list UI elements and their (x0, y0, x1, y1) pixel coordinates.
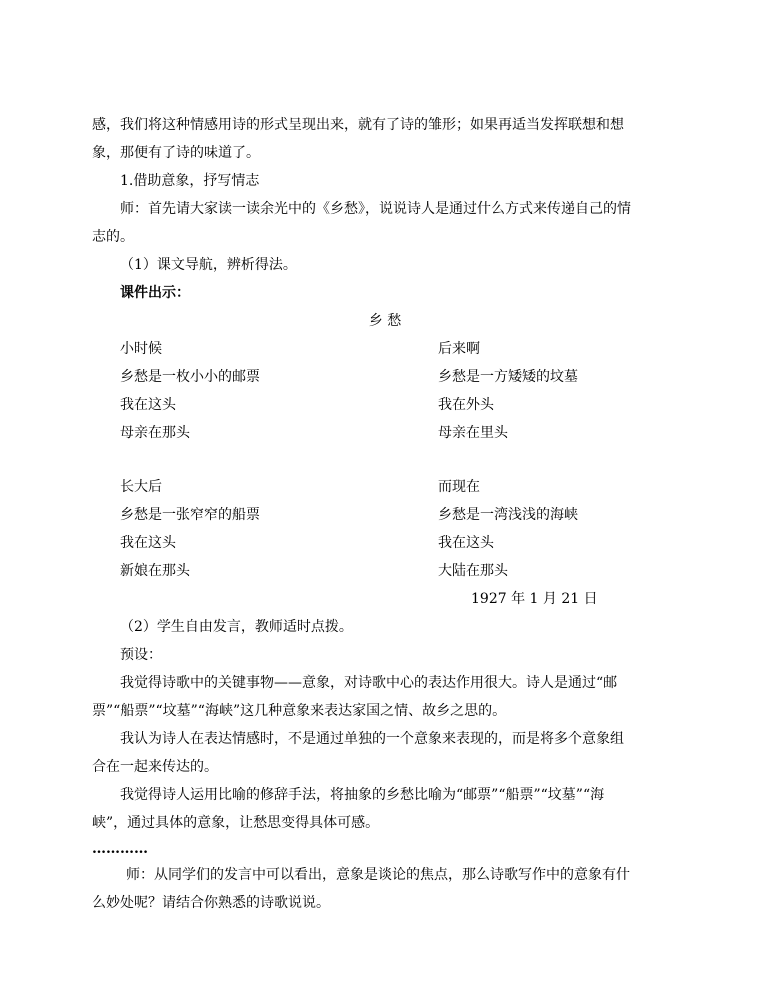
paragraph-line: 么妙处呢？请结合你熟悉的诗歌说说。 (92, 895, 330, 911)
poem-line: 乡愁是一张窄窄的船票 (120, 507, 260, 523)
courseware-label: 课件出示： (120, 285, 190, 301)
poem-line: 乡愁是一湾浅浅的海峡 (438, 507, 578, 523)
poem-line: 而现在 (438, 479, 480, 495)
poem-line: 后来啊 (438, 341, 480, 357)
paragraph-line: 师：从同学们的发言中可以看出，意象是谈论的焦点，那么诗歌写作中的意象有什 (126, 867, 630, 883)
ellipsis: ………… (92, 841, 148, 857)
paragraph-line: 志的。 (92, 229, 134, 245)
paragraph-line: 象，那便有了诗的味道了。 (92, 145, 260, 161)
preset-label: 预设： (120, 647, 162, 663)
poem-line: 母亲在那头 (120, 425, 190, 441)
poem-line: 我在这头 (120, 535, 176, 551)
poem-line: 乡愁是一方矮矮的坟墓 (438, 369, 578, 385)
paragraph-line: 合在一起来传达的。 (92, 759, 218, 775)
step-label: （2）学生自由发言，教师适时点拨。 (120, 619, 353, 635)
paragraph-line: 我认为诗人在表达情感时，不是通过单独的一个意象来表现的，而是将多个意象组 (120, 731, 624, 747)
poem-title: 乡 愁 (368, 313, 402, 329)
poem-date: 1927 年 1 月 21 日 (471, 591, 598, 607)
poem-line: 乡愁是一枚小小的邮票 (120, 369, 260, 385)
poem-line: 长大后 (120, 479, 162, 495)
poem-line: 我在这头 (120, 397, 176, 413)
poem-line: 小时候 (120, 341, 162, 357)
poem-line: 新娘在那头 (120, 563, 190, 579)
poem-line: 母亲在里头 (438, 425, 508, 441)
paragraph-line: 票”“船票”“坟墓”“海峡”这几种意象来表达家国之情、故乡之思的。 (92, 703, 507, 719)
step-label: （1）课文导航，辨析得法。 (120, 257, 297, 273)
poem-line: 我在外头 (438, 397, 494, 413)
paragraph-line: 师：首先请大家读一读余光中的《乡愁》，说说诗人是通过什么方式来传递自己的情 (120, 201, 631, 217)
paragraph-line: 我觉得诗歌中的关键事物——意象，对诗歌中心的表达作用很大。诗人是通过“邮 (120, 675, 618, 691)
section-heading: 1.借助意象，抒写情志 (120, 173, 260, 189)
poem-line: 大陆在那头 (438, 563, 508, 579)
paragraph-line: 我觉得诗人运用比喻的修辞手法，将抽象的乡愁比喻为“邮票”“船票”“坟墓”“海 (120, 787, 605, 803)
paragraph-line: 峡”，通过具体的意象，让愁思变得具体可感。 (92, 815, 380, 831)
poem-line: 我在这头 (438, 535, 494, 551)
paragraph-line: 感，我们将这种情感用诗的形式呈现出来，就有了诗的雏形；如果再适当发挥联想和想 (92, 117, 624, 133)
